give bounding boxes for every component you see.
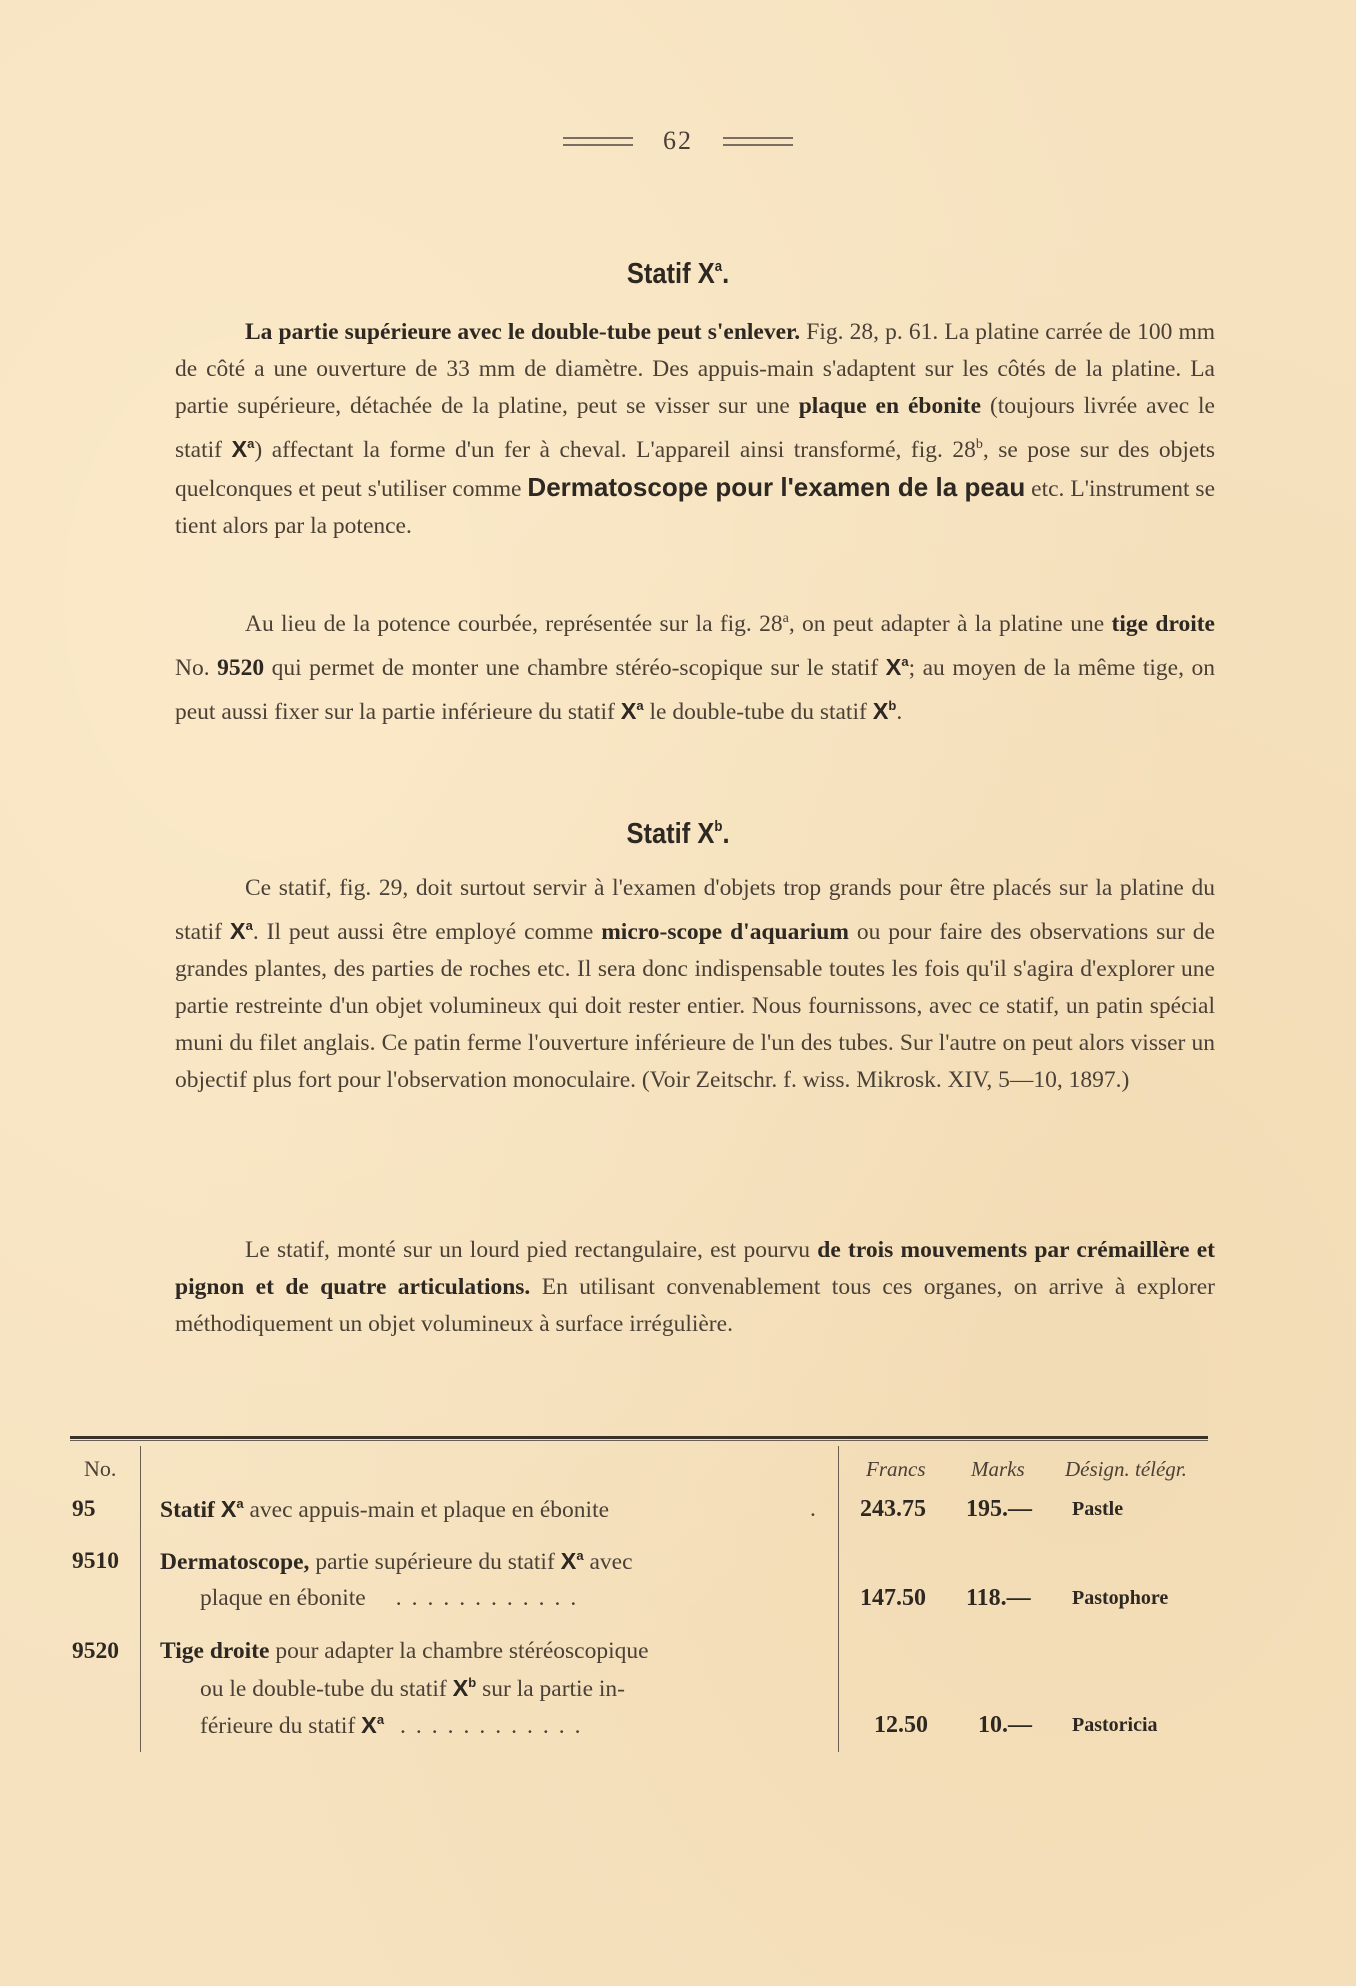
section-a-body: [175, 314, 1215, 545]
price-marks: 118.—: [966, 1585, 1031, 1611]
page-header: [0, 126, 1356, 156]
item-description: Dermatoscope, partie supérieure du statif $X^a$ avec: [160, 1548, 633, 1575]
paragraph: Le statif, monté sur un lourd pied rectangulaire, est pourvu de trois mouvements par crémaillère et pignon et de quatre articulations. En utilisant convenablement tous ces organes, on arrive à explorer méthodiquement un objet volumineux à surface irrégulière.: [175, 1237, 1215, 1337]
item-number: 9510: [72, 1548, 119, 1574]
telegram-code: Pastoricia: [1072, 1714, 1158, 1736]
header-telegram: Désign. télégr.: [1065, 1457, 1187, 1481]
item-description-cont: plaque en ébonite ............: [200, 1585, 587, 1611]
paragraph: Au lieu de la potence courbée, représentée sur la fig. 28$^a$, on peut adapter à la platine une tige droite No. 9520 qui permet de monter une chambre stéréo-scopique sur le statif $X^a$; au moyen de la même tige, on peut aussi fixer sur la partie inférieure du statif $X^a$ le double-tube du statif $X^b$.: [175, 611, 1215, 725]
table-top-rule: [70, 1436, 1208, 1441]
double-rule-right: [723, 137, 793, 146]
column-divider-left: [140, 1446, 141, 1752]
section-b-body: [175, 870, 1215, 1099]
item-description-cont: ou le double-tube du statif $X^b$ sur la partie in-: [200, 1675, 625, 1702]
section-a-body-2: [175, 600, 1215, 731]
telegram-code: Pastophore: [1072, 1587, 1169, 1609]
price-francs: 243.75: [860, 1496, 926, 1522]
price-marks: 10.—: [978, 1712, 1032, 1738]
item-description: Statif $X^a$ avec appuis-main et plaque en ébonite .: [160, 1496, 816, 1523]
price-francs: 12.50: [874, 1712, 928, 1738]
section-title-statif-xb: Statif $X^b$.: [626, 818, 730, 850]
telegram-code: Pastle: [1072, 1498, 1124, 1520]
header-marks: Marks: [971, 1457, 1025, 1481]
header-no: No.: [84, 1456, 117, 1481]
price-marks: 195.—: [966, 1496, 1032, 1522]
paragraph: Ce statif, fig. 29, doit surtout servir à l'examen d'objets trop grands pour être placés sur la platine du statif $X^a$. Il peut aussi être employé comme micro-scope d'aquarium ou pour faire des observations sur de grandes plantes, des parties de roches etc. Il sera donc indispensable toutes les fois qu'il s'agira d'explorer une partie restreinte d'un objet volumineux qui doit rester entier. Nous fournissons, avec ce statif, un patin spécial muni du filet anglais. Ce patin ferme l'ouverture inférieure de l'un des tubes. Sur l'autre on peut alors visser un objectif plus fort pour l'observation monoculaire. (Voir Zeitschr. f. wiss. Mikrosk. XIV, 5—10, 1897.): [175, 875, 1215, 1093]
section-b-body-2: [175, 1232, 1215, 1343]
item-description-cont: férieure du statif $X^a$ ............: [200, 1712, 591, 1739]
section-title-statif-xa: Statif $X^a$.: [626, 258, 730, 290]
header-francs: Francs: [866, 1457, 926, 1481]
page-number: 62: [663, 126, 693, 155]
price-francs: 147.50: [860, 1585, 926, 1611]
item-description: Tige droite pour adapter la chambre stéréoscopique: [160, 1638, 649, 1664]
double-rule-left: [563, 137, 633, 146]
item-number: 9520: [72, 1638, 119, 1664]
paragraph: La partie supérieure avec le double-tube peut s'enlever. Fig. 28, p. 61. La platine carrée de 100 mm de côté a une ouverture de 33 mm de diamètre. Des appuis-main s'adaptent sur les côtés de la platine. La partie supérieure, détachée de la platine, peut se visser sur une plaque en ébonite (toujours livrée avec le statif $X^a$) affectant la forme d'un fer à cheval. L'appareil ainsi transformé, fig. 28$^b$, se pose sur des objets quelconques et peut s'utiliser comme Dermatoscope pour l'examen de la peau etc. L'instrument se tient alors par la potence.: [175, 319, 1216, 539]
item-number: 95: [72, 1496, 96, 1522]
